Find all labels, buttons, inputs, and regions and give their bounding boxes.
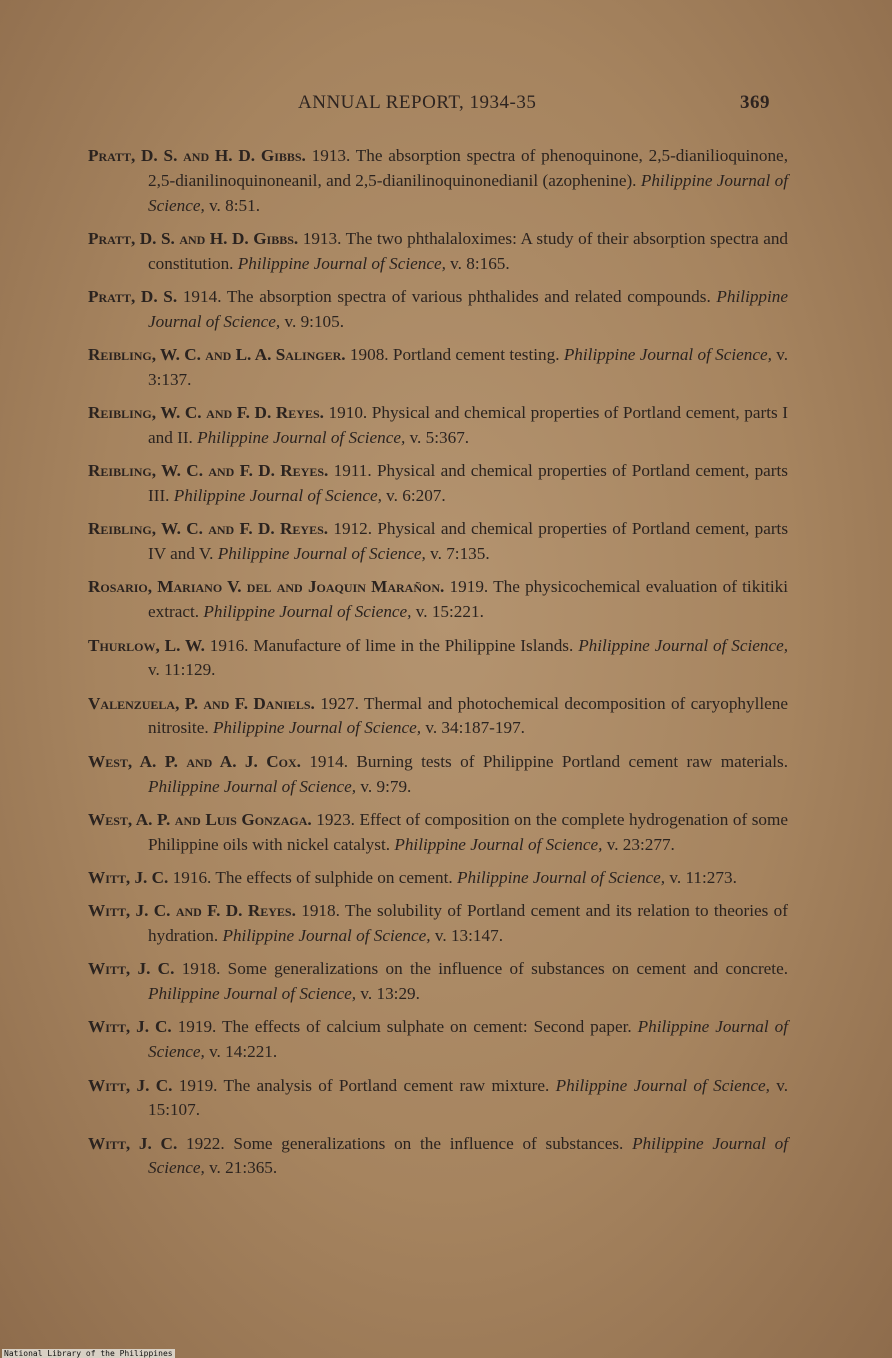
reference-text: 1919. The physicochemical evaluation of tikitiki extract. bbox=[148, 577, 788, 622]
reference-author: Witt, J. C. bbox=[88, 1075, 173, 1095]
reference-journal: Philippine Journal of Science, bbox=[173, 486, 382, 506]
reference-list bbox=[88, 144, 788, 1190]
reference-author: Pratt, D. S. bbox=[88, 286, 178, 306]
reference-journal: Philippine Journal of Science, bbox=[237, 253, 446, 273]
reference-journal: Philippine Journal of Science, bbox=[203, 602, 412, 622]
reference-entry bbox=[88, 1015, 788, 1065]
reference-entry bbox=[88, 692, 788, 742]
reference-entry bbox=[88, 1132, 788, 1182]
reference-author: Witt, J. C. bbox=[88, 1017, 172, 1037]
reference-text: 1914. Burning tests of Philippine Portland cement raw materials. bbox=[309, 751, 789, 771]
reference-author: Reibling, W. C. and F. D. Reyes. bbox=[88, 403, 324, 423]
reference-author: Pratt, D. S. and H. D. Gibbs. bbox=[88, 146, 306, 165]
reference-entry bbox=[88, 808, 788, 858]
reference-text: 1912. Physical and chemical properties of Portland cement, parts IV and V. bbox=[148, 519, 789, 564]
reference-volume: v. 6:207. bbox=[386, 486, 446, 506]
reference-author: Valenzuela, P. and F. Daniels. bbox=[88, 693, 315, 713]
reference-text: 1927. Thermal and photochemical decomposition of caryophyllene nitrosite. bbox=[148, 693, 789, 738]
reference-entry bbox=[88, 957, 788, 1007]
reference-journal: Philippine Journal of Science, bbox=[148, 1133, 788, 1178]
page-number: 369 bbox=[740, 92, 770, 113]
reference-volume: v. 9:105. bbox=[284, 311, 345, 331]
reference-entry bbox=[88, 285, 788, 335]
reference-author: Rosario, Mariano V. del and Joaquin Marañon. bbox=[88, 577, 445, 597]
reference-author: West, A. P. and A. J. Cox. bbox=[88, 751, 301, 771]
reference-entry bbox=[88, 750, 788, 800]
reference-author: Reibling, W. C. and F. D. Reyes. bbox=[88, 461, 329, 481]
reference-text: 1923. Effect of composition on the complete hydrogenation of some Philippine oils with nickel catalyst. bbox=[148, 809, 788, 854]
reference-journal: Philippine Journal of Science, bbox=[212, 718, 422, 738]
reference-entry bbox=[88, 575, 788, 625]
reference-text: 1918. Some generalizations on the influence of substances on cement and concrete. bbox=[181, 959, 789, 979]
reference-text: 1913. The two phthalaloximes: A study of their absorption spectra and constitution. bbox=[148, 228, 789, 273]
reference-volume: v. 5:367. bbox=[409, 427, 470, 447]
reference-volume: v. 14:221. bbox=[209, 1042, 278, 1062]
reference-journal: Philippine Journal of Science, bbox=[456, 867, 666, 887]
reference-entry bbox=[88, 866, 788, 891]
reference-journal: Philippine Journal of Science, bbox=[148, 984, 357, 1004]
reference-entry bbox=[88, 459, 788, 509]
footer-watermark: National Library of the Philippines bbox=[4, 1349, 173, 1358]
reference-volume: v. 13:29. bbox=[360, 984, 420, 1004]
reference-text: 1914. The absorption spectra of various phthalides and related compounds. bbox=[182, 286, 711, 306]
reference-journal: Philippine Journal of Science, bbox=[394, 834, 603, 854]
reference-journal: Philippine Journal of Science, bbox=[197, 427, 406, 447]
reference-journal: Philippine Journal of Science, bbox=[148, 286, 789, 331]
reference-volume: v. 11:129. bbox=[148, 660, 216, 680]
reference-volume: v. 23:277. bbox=[606, 834, 675, 854]
running-header bbox=[0, 92, 892, 116]
reference-author: Thurlow, L. W. bbox=[88, 635, 205, 655]
reference-volume: v. 15:221. bbox=[415, 602, 484, 622]
reference-journal: Philippine Journal of Science, bbox=[148, 1017, 789, 1062]
reference-author: Witt, J. C. bbox=[88, 867, 169, 887]
reference-entry bbox=[88, 401, 788, 451]
reference-journal: Philippine Journal of Science, bbox=[148, 776, 357, 796]
reference-entry bbox=[88, 227, 788, 277]
reference-volume: v. 8:165. bbox=[450, 253, 510, 273]
reference-journal: Philippine Journal of Science, bbox=[148, 170, 788, 215]
reference-text: 1910. Physical and chemical properties of Portland cement, parts I and II. bbox=[148, 403, 788, 447]
reference-entry bbox=[88, 343, 788, 393]
reference-journal: Philippine Journal of Science, bbox=[555, 1075, 770, 1095]
reference-author: Witt, J. C. and F. D. Reyes. bbox=[88, 901, 296, 921]
reference-entry bbox=[88, 899, 788, 949]
reference-volume: v. 9:79. bbox=[360, 776, 412, 796]
reference-volume: v. 21:365. bbox=[209, 1158, 278, 1178]
header-title: ANNUAL REPORT, 1934-35 bbox=[298, 92, 537, 113]
reference-author: Reibling, W. C. and F. D. Reyes. bbox=[88, 519, 329, 539]
reference-volume: v. 13:147. bbox=[434, 926, 503, 946]
reference-entry bbox=[88, 144, 788, 218]
reference-text: 1919. The effects of calcium sulphate on cement: Second paper. bbox=[177, 1017, 632, 1037]
reference-volume: v. 34:187-197. bbox=[425, 718, 525, 738]
reference-text: 1922. Some generalizations on the influence of substances. bbox=[186, 1133, 624, 1153]
reference-volume: v. 11:273. bbox=[669, 867, 737, 887]
reference-author: Witt, J. C. bbox=[88, 1133, 178, 1153]
reference-text: 1916. The effects of sulphide on cement. bbox=[172, 867, 453, 887]
reference-entry bbox=[88, 634, 788, 684]
reference-volume: v. 15:107. bbox=[148, 1075, 789, 1120]
reference-volume: v. 7:135. bbox=[430, 544, 490, 564]
reference-text: 1908. Portland cement testing. bbox=[349, 345, 560, 365]
reference-author: West, A. P. and Luis Gonzaga. bbox=[88, 809, 312, 829]
reference-volume: v. 3:137. bbox=[148, 345, 789, 389]
reference-author: Pratt, D. S. and H. D. Gibbs. bbox=[88, 228, 299, 248]
reference-text: 1918. The solubility of Portland cement and its relation to theories of hydration. bbox=[148, 901, 788, 946]
reference-journal: Philippine Journal of Science, bbox=[217, 544, 426, 564]
reference-entry bbox=[88, 1074, 788, 1124]
reference-volume: v. 8:51. bbox=[209, 195, 261, 215]
reference-text: 1913. The absorption spectra of phenoquinone, 2,5-dianilioquinone, 2,5-dianilinoquinoneanil, and 2,5-dianilinoquinonedianil (azophenine). bbox=[148, 146, 788, 190]
reference-entry bbox=[88, 517, 788, 567]
reference-text: 1911. Physical and chemical properties of Portland cement, parts III. bbox=[148, 461, 788, 506]
reference-text: 1916. Manufacture of lime in the Philippine Islands. bbox=[209, 635, 574, 655]
reference-text: 1919. The analysis of Portland cement raw mixture. bbox=[178, 1075, 550, 1095]
reference-author: Reibling, W. C. and L. A. Salinger. bbox=[88, 345, 346, 365]
reference-author: Witt, J. C. bbox=[88, 959, 175, 979]
reference-journal: Philippine Journal of Science, bbox=[578, 635, 789, 655]
reference-journal: Philippine Journal of Science, bbox=[222, 926, 431, 946]
reference-journal: Philippine Journal of Science, bbox=[563, 345, 772, 365]
